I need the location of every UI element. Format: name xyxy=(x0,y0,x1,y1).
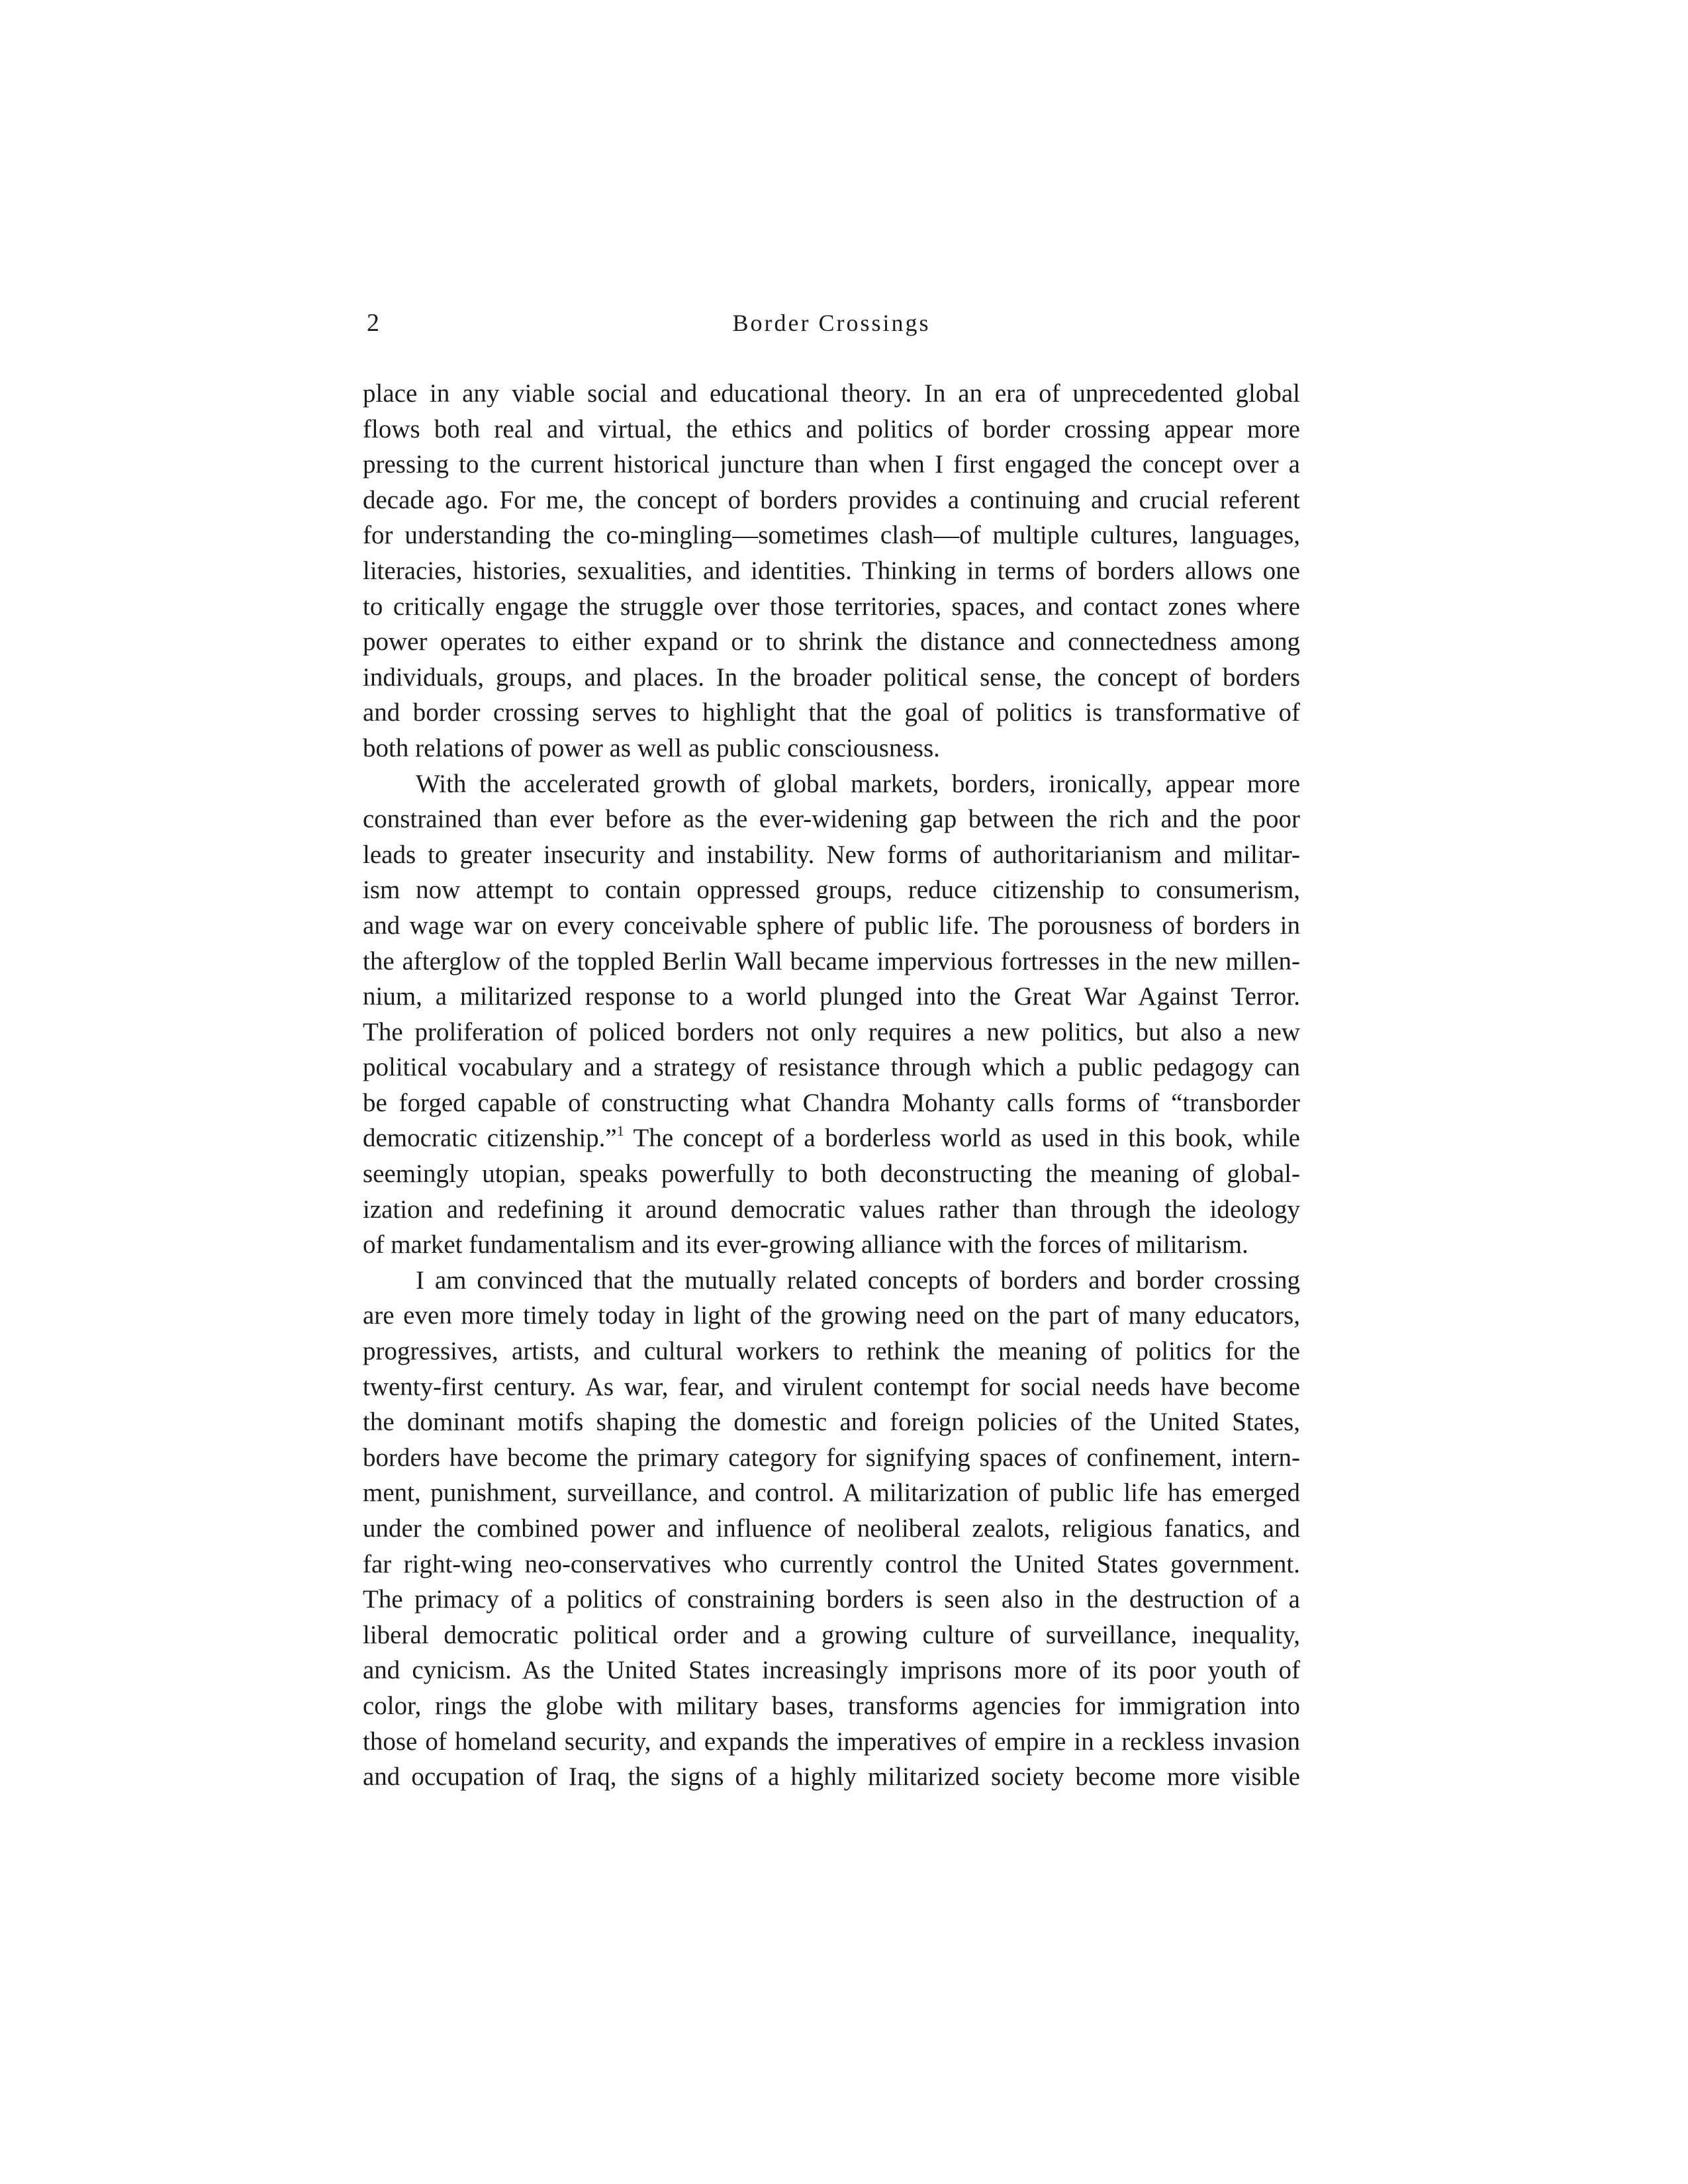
footnote-marker[interactable]: 1 xyxy=(616,1122,624,1140)
text-line: ization and redefining it around democratic values rather than through the ideology xyxy=(363,1195,1300,1224)
text-line: leads to greater insecurity and instability. New forms of authoritarianism and militar- xyxy=(363,840,1300,869)
text-line: and occupation of Iraq, the signs of a highly militarized society become more visible xyxy=(363,1762,1300,1792)
text-line: color, rings the globe with military bases, transforms agencies for immigration into xyxy=(363,1691,1300,1720)
body-text xyxy=(363,376,1300,1795)
text-line: be forged capable of constructing what Chandra Mohanty calls forms of “transborder xyxy=(363,1088,1300,1117)
text-line: and cynicism. As the United States increasingly imprisons more of its poor youth of xyxy=(363,1656,1300,1685)
text-line: for understanding the co-mingling—sometimes clash—of multiple cultures, languages, xyxy=(363,521,1300,550)
text-line: The primacy of a politics of constraining borders is seen also in the destruction of a xyxy=(363,1585,1300,1614)
text-line: of market fundamentalism and its ever-growing alliance with the forces of militarism. xyxy=(363,1230,1248,1259)
text-line: decade ago. For me, the concept of borders provides a continuing and crucial referent xyxy=(363,485,1300,514)
text-line: place in any viable social and educational theory. In an era of unprecedented global xyxy=(363,379,1300,408)
paragraph xyxy=(363,766,1300,1263)
text-line: are even more timely today in light of the growing need on the part of many educators, xyxy=(363,1301,1300,1330)
text-line: to critically engage the struggle over those territories, spaces, and contact zones where xyxy=(363,592,1300,621)
text-line: individuals, groups, and places. In the broader political sense, the concept of borders xyxy=(363,662,1300,692)
text-line: ment, punishment, surveillance, and control. A militarization of public life has emerged xyxy=(363,1479,1300,1508)
text-line: and wage war on every conceivable sphere of public life. The porousness of borders in xyxy=(363,911,1300,940)
text-line: both relations of power as well as public consciousness. xyxy=(363,733,940,762)
text-line: the dominant motifs shaping the domestic and foreign policies of the United States, xyxy=(363,1408,1300,1437)
text-line: The proliferation of policed borders not only requires a new politics, but also a new xyxy=(363,1017,1300,1046)
page-number: 2 xyxy=(367,309,379,337)
text-line: pressing to the current historical juncture than when I first engaged the concept over a xyxy=(363,450,1300,479)
text-line: the afterglow of the toppled Berlin Wall became impervious fortresses in the new millen- xyxy=(363,946,1300,976)
text-line: political vocabulary and a strategy of resistance through which a public pedagogy can xyxy=(363,1053,1300,1082)
text-line: progressives, artists, and cultural workers to rethink the meaning of politics for the xyxy=(363,1337,1300,1366)
text-line: liberal democratic political order and a growing culture of surveillance, inequality, xyxy=(363,1620,1300,1649)
text-line: far right-wing neo-conservatives who currently control the United States government. xyxy=(363,1549,1300,1578)
text-line: ism now attempt to contain oppressed groups, reduce citizenship to consumerism, xyxy=(363,876,1300,905)
running-head xyxy=(363,306,1300,345)
text-line: those of homeland security, and expands the imperatives of empire in a reckless invasion xyxy=(363,1727,1300,1756)
text-line: power operates to either expand or to shrink the distance and connectedness among xyxy=(363,627,1300,657)
text-line: I am convinced that the mutually related concepts of borders and border crossing xyxy=(416,1265,1300,1295)
text-line: constrained than ever before as the ever-widening gap between the rich and the poor xyxy=(363,805,1300,834)
text-line: twenty-first century. As war, fear, and virulent contempt for social needs have become xyxy=(363,1372,1300,1401)
text-line: With the accelerated growth of global markets, borders, ironically, appear more xyxy=(416,769,1300,798)
text-line xyxy=(363,1120,1300,1156)
running-title: Border Crossings xyxy=(732,310,931,336)
text-segment: democratic citizenship.” xyxy=(363,1124,617,1153)
text-segment: The concept of a borderless world as used in this book, while xyxy=(624,1124,1300,1153)
text-line: under the combined power and influence of neoliberal zealots, religious fanatics, and xyxy=(363,1514,1300,1543)
text-line: nium, a militarized response to a world plunged into the Great War Against Terror. xyxy=(363,982,1300,1011)
text-line: literacies, histories, sexualities, and identities. Thinking in terms of borders allows one xyxy=(363,556,1300,585)
paragraph xyxy=(363,1263,1300,1795)
paragraph xyxy=(363,376,1300,766)
text-line: seemingly utopian, speaks powerfully to both deconstructing the meaning of global- xyxy=(363,1160,1300,1189)
text-line: borders have become the primary category for signifying spaces of confinement, intern- xyxy=(363,1443,1300,1472)
text-line: flows both real and virtual, the ethics and politics of border crossing appear more xyxy=(363,414,1300,443)
text-line: and border crossing serves to highlight that the goal of politics is transformative of xyxy=(363,698,1300,727)
